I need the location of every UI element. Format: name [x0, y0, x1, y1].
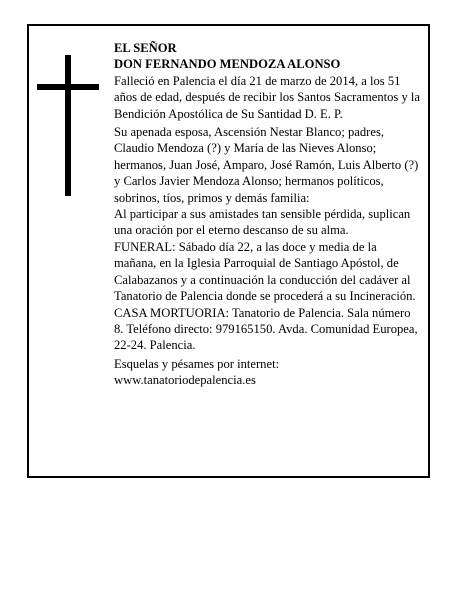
- title-line-1: EL SEÑOR: [114, 41, 177, 55]
- family-list: Su apenada esposa, Ascensión Nestar Blanco; padres, Claudio Mendoza (?) y María de las Nieves Alonso; hermanos, Juan José, Amparo, José Ramón, Luis Alberto (?) y Carlos Javier Mendoza Alonso; hermanos políticos, sobrinos, tíos, primos y demás familia:: [114, 125, 419, 205]
- funeral-details: FUNERAL: Sábado día 22, a las doce y media de la mañana, en la Iglesia Parroquial de Santiago Apóstol, de Calabazanos y a continuación la conducción del cadáver al Tanatorio de Palencia donde se procederá a su Incineración.: [114, 239, 416, 304]
- prayer-request: Al participar a sus amistades tan sensible pérdida, suplican una oración por el eterno descanso de su alma.: [114, 207, 411, 238]
- cross-icon-bar: [37, 84, 99, 90]
- obituary-text: [114, 40, 420, 389]
- death-announcement: Falleció en Palencia el día 21 de marzo de 2014, a los 51 años de edad, después de recibir los Santos Sacramentos y la Bendición Apostólica de Su Santidad D. E. P.: [114, 73, 421, 121]
- mortuary-details: CASA MORTUORIA: Tanatorio de Palencia. Sala número 8. Teléfono directo: 979165150. Avda. Comunidad Europea, 22-24. Palencia.: [114, 305, 418, 353]
- cross-icon: [65, 55, 71, 196]
- internet-condolences: Esquelas y pésames por internet: www.tanatoriodepalencia.es: [114, 356, 280, 388]
- deceased-name: DON FERNANDO MENDOZA ALONSO: [114, 57, 341, 72]
